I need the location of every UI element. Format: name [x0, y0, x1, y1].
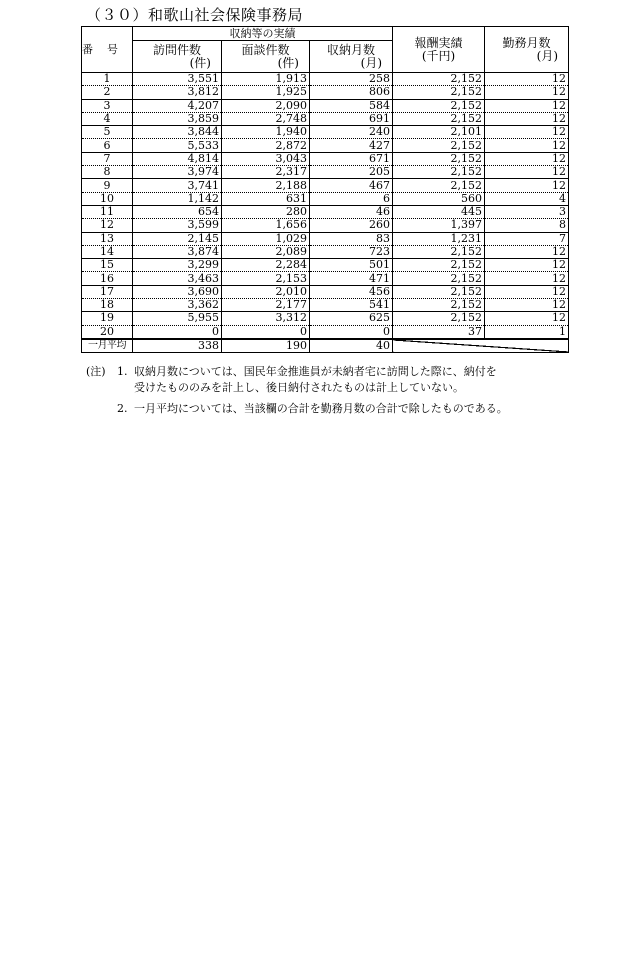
- cell-months: 427: [310, 139, 393, 152]
- cell-months: 258: [310, 73, 393, 86]
- table-row: [82, 86, 569, 99]
- table-row: [82, 192, 569, 205]
- note-1-number: 1.: [117, 365, 128, 378]
- cell-visits: 5,955: [133, 312, 222, 325]
- note-prefix: (注): [86, 365, 106, 378]
- cell-pay: 2,152: [393, 285, 485, 298]
- cell-no: 11: [82, 205, 133, 218]
- table-row: [82, 312, 569, 325]
- cell-months: 471: [310, 272, 393, 285]
- cell-work: 12: [485, 86, 569, 99]
- header-work-months: 勤務月数 (月): [485, 27, 569, 73]
- cell-months: 625: [310, 312, 393, 325]
- cell-pay: 2,101: [393, 126, 485, 139]
- cell-months: 501: [310, 259, 393, 272]
- average-interviews: 190: [222, 339, 310, 353]
- cell-interviews: 1,925: [222, 86, 310, 99]
- cell-pay: 445: [393, 205, 485, 218]
- cell-visits: 3,551: [133, 73, 222, 86]
- header-pay: 報酬実績 (千円): [393, 27, 485, 73]
- cell-work: 7: [485, 232, 569, 245]
- note-2-text: 一月平均については、当該欄の合計を勤務月数の合計で除したものである。: [134, 402, 508, 415]
- cell-work: 12: [485, 166, 569, 179]
- cell-no: 10: [82, 192, 133, 205]
- header-interviews: 面談件数 (件): [222, 41, 310, 73]
- note-1-line-1: 収納月数については、国民年金推進員が未納者宅に訪問した際に、納付を: [134, 365, 497, 378]
- cell-work: 12: [485, 73, 569, 86]
- cell-work: 12: [485, 139, 569, 152]
- cell-work: 3: [485, 205, 569, 218]
- cell-interviews: 2,153: [222, 272, 310, 285]
- cell-pay: 2,152: [393, 259, 485, 272]
- cell-pay: 37: [393, 325, 485, 339]
- table-row: [82, 285, 569, 298]
- table-row: [82, 73, 569, 86]
- cell-months: 0: [310, 325, 393, 339]
- cell-no: 16: [82, 272, 133, 285]
- cell-no: 9: [82, 179, 133, 192]
- cell-no: 2: [82, 86, 133, 99]
- cell-months: 240: [310, 126, 393, 139]
- cell-no: 13: [82, 232, 133, 245]
- cell-visits: 4,814: [133, 152, 222, 165]
- cell-visits: 3,599: [133, 219, 222, 232]
- header-collected-months: 収納月数 (月): [310, 41, 393, 73]
- cell-pay: 1,231: [393, 232, 485, 245]
- cell-visits: 0: [133, 325, 222, 339]
- average-months: 40: [310, 339, 393, 353]
- notes: [86, 364, 508, 417]
- cell-no: 15: [82, 259, 133, 272]
- cell-interviews: 2,177: [222, 299, 310, 312]
- cell-work: 8: [485, 219, 569, 232]
- table-row: [82, 139, 569, 152]
- cell-work: 4: [485, 192, 569, 205]
- cell-work: 12: [485, 259, 569, 272]
- cell-work: 12: [485, 99, 569, 112]
- cell-work: 1: [485, 325, 569, 339]
- cell-visits: 5,533: [133, 139, 222, 152]
- cell-work: 12: [485, 299, 569, 312]
- cell-pay: 2,152: [393, 86, 485, 99]
- cell-pay: 2,152: [393, 179, 485, 192]
- cell-interviews: 2,188: [222, 179, 310, 192]
- cell-work: 12: [485, 179, 569, 192]
- cell-no: 3: [82, 99, 133, 112]
- cell-pay: 1,397: [393, 219, 485, 232]
- table-row: [82, 259, 569, 272]
- average-visits: 338: [133, 339, 222, 353]
- table-row: [82, 299, 569, 312]
- page-title: （３０）和歌山社会保険事務局: [86, 6, 304, 24]
- header-collection-group: 収納等の実績: [133, 27, 393, 41]
- cell-interviews: 2,317: [222, 166, 310, 179]
- note-1-line-2: 受けたもののみを計上し、後日納付されたものは計上していない。: [134, 381, 464, 394]
- cell-no: 8: [82, 166, 133, 179]
- cell-months: 260: [310, 219, 393, 232]
- cell-visits: 654: [133, 205, 222, 218]
- cell-months: 806: [310, 86, 393, 99]
- table-header: [82, 27, 569, 73]
- cell-work: 12: [485, 126, 569, 139]
- cell-interviews: 1,913: [222, 73, 310, 86]
- table-body: [82, 73, 569, 353]
- cell-pay: 2,152: [393, 272, 485, 285]
- cell-work: 12: [485, 285, 569, 298]
- cell-no: 12: [82, 219, 133, 232]
- cell-visits: 3,690: [133, 285, 222, 298]
- cell-no: 4: [82, 112, 133, 125]
- note-2-number: 2.: [117, 402, 128, 415]
- cell-months: 723: [310, 245, 393, 258]
- cell-pay: 2,152: [393, 112, 485, 125]
- cell-no: 17: [82, 285, 133, 298]
- cell-pay: 560: [393, 192, 485, 205]
- cell-months: 541: [310, 299, 393, 312]
- cell-interviews: 1,940: [222, 126, 310, 139]
- cell-pay: 2,152: [393, 152, 485, 165]
- cell-interviews: 1,029: [222, 232, 310, 245]
- cell-visits: 3,812: [133, 86, 222, 99]
- table-row: [82, 179, 569, 192]
- table-row: [82, 245, 569, 258]
- cell-months: 671: [310, 152, 393, 165]
- cell-months: 691: [310, 112, 393, 125]
- results-table: [81, 26, 569, 353]
- table-row: [82, 219, 569, 232]
- cell-visits: 3,844: [133, 126, 222, 139]
- average-row: [82, 339, 569, 353]
- cell-interviews: 631: [222, 192, 310, 205]
- cell-visits: 3,859: [133, 112, 222, 125]
- cell-months: 584: [310, 99, 393, 112]
- average-label: 一月平均: [82, 339, 133, 353]
- cell-no: 5: [82, 126, 133, 139]
- cell-no: 1: [82, 73, 133, 86]
- cell-no: 20: [82, 325, 133, 339]
- cell-visits: 1,142: [133, 192, 222, 205]
- cell-pay: 2,152: [393, 73, 485, 86]
- cell-months: 205: [310, 166, 393, 179]
- cell-pay: 2,152: [393, 99, 485, 112]
- cell-interviews: 280: [222, 205, 310, 218]
- cell-interviews: 2,090: [222, 99, 310, 112]
- table-row: [82, 99, 569, 112]
- cell-months: 456: [310, 285, 393, 298]
- cell-months: 46: [310, 205, 393, 218]
- cell-interviews: 0: [222, 325, 310, 339]
- cell-months: 6: [310, 192, 393, 205]
- table-row: [82, 232, 569, 245]
- cell-visits: 3,974: [133, 166, 222, 179]
- cell-pay: 2,152: [393, 245, 485, 258]
- cell-interviews: 2,748: [222, 112, 310, 125]
- table-row: [82, 152, 569, 165]
- cell-no: 7: [82, 152, 133, 165]
- cell-interviews: 3,043: [222, 152, 310, 165]
- cell-interviews: 2,089: [222, 245, 310, 258]
- cell-interviews: 3,312: [222, 312, 310, 325]
- cell-interviews: 2,010: [222, 285, 310, 298]
- cell-interviews: 1,656: [222, 219, 310, 232]
- cell-months: 83: [310, 232, 393, 245]
- cell-visits: 3,874: [133, 245, 222, 258]
- cell-pay: 2,152: [393, 299, 485, 312]
- cell-work: 12: [485, 312, 569, 325]
- average-not-applicable: [393, 339, 569, 353]
- table-row: [82, 126, 569, 139]
- cell-work: 12: [485, 152, 569, 165]
- cell-visits: 3,299: [133, 259, 222, 272]
- cell-visits: 3,463: [133, 272, 222, 285]
- cell-interviews: 2,284: [222, 259, 310, 272]
- table-row: [82, 112, 569, 125]
- table-row: [82, 325, 569, 339]
- cell-visits: 2,145: [133, 232, 222, 245]
- cell-work: 12: [485, 112, 569, 125]
- cell-work: 12: [485, 245, 569, 258]
- cell-interviews: 2,872: [222, 139, 310, 152]
- cell-work: 12: [485, 272, 569, 285]
- cell-pay: 2,152: [393, 166, 485, 179]
- cell-no: 6: [82, 139, 133, 152]
- cell-no: 14: [82, 245, 133, 258]
- cell-no: 18: [82, 299, 133, 312]
- cell-visits: 4,207: [133, 99, 222, 112]
- cell-visits: 3,362: [133, 299, 222, 312]
- table-row: [82, 166, 569, 179]
- table-row: [82, 272, 569, 285]
- cell-months: 467: [310, 179, 393, 192]
- cell-no: 19: [82, 312, 133, 325]
- header-number: 番号: [82, 27, 133, 73]
- header-visits: 訪問件数 (件): [133, 41, 222, 73]
- cell-pay: 2,152: [393, 139, 485, 152]
- table-row: [82, 205, 569, 218]
- cell-pay: 2,152: [393, 312, 485, 325]
- cell-visits: 3,741: [133, 179, 222, 192]
